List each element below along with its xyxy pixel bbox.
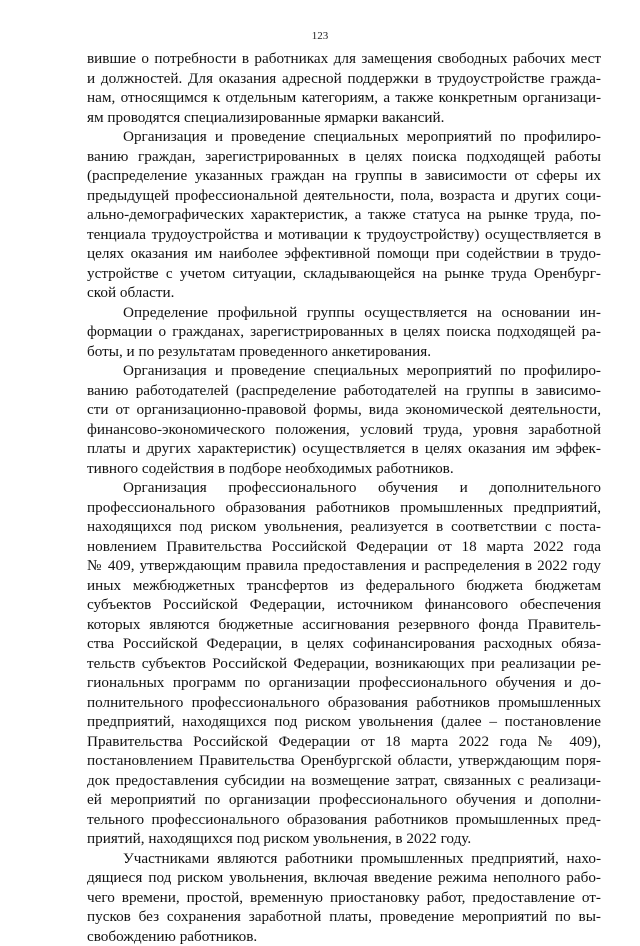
text-line: тельного профессионального образования работников промышленных пред- <box>87 810 601 830</box>
paragraph <box>87 127 601 303</box>
text-line: ально-демографических характеристик, а также статуса на рынке труда, по- <box>87 205 601 225</box>
paragraph <box>87 303 601 362</box>
text-line: Организация профессионального обучения и дополнительного <box>87 478 601 498</box>
text-line: пусков без сохранения заработной платы, проведение мероприятий по вы- <box>87 907 601 927</box>
text-line: постановлением Правительства Оренбургской области, утверждающим поря- <box>87 751 601 771</box>
paragraph <box>87 361 601 478</box>
text-line: вившие о потребности в работниках для замещения свободных рабочих мест <box>87 49 601 69</box>
text-line: иных межбюджетных трансфертов из федерального бюджета бюджетам <box>87 576 601 596</box>
text-line: Определение профильной группы осуществляется на основании ин- <box>87 303 601 323</box>
text-line: сти от организационно-правовой формы, вида экономической деятельности, <box>87 400 601 420</box>
text-line: тельств субъектов Российской Федерации, возникающих при реализации ре- <box>87 654 601 674</box>
text-line: профессионального образования работников промышленных предприятий, <box>87 498 601 518</box>
text-line: ской области. <box>87 283 601 303</box>
text-line: дящиеся под риском увольнения, включая введение режима неполного рабо- <box>87 868 601 888</box>
text-line: находящихся под риском увольнения, реализуется в соответствии с поста- <box>87 517 601 537</box>
text-line: финансово-экономического положения, условий труда, уровня заработной <box>87 420 601 440</box>
text-line: устройстве с учетом ситуации, складывающейся на рынке труда Оренбург- <box>87 264 601 284</box>
text-line: Правительства Российской Федерации от 18 марта 2022 года № 409), <box>87 732 601 752</box>
text-line: и должностей. Для оказания адресной поддержки в трудоустройстве гражда- <box>87 69 601 89</box>
text-line: чего времени, простой, временную приостановку работ, предоставление от- <box>87 888 601 908</box>
text-line: свобождению работников. <box>87 927 601 946</box>
text-line: тивного содействия в подборе необходимых работников. <box>87 459 601 479</box>
page-number: 123 <box>0 30 640 42</box>
text-line: тенциала трудоустройства и мотивации к трудоустройству) осуществляется в <box>87 225 601 245</box>
paragraph <box>87 478 601 849</box>
text-line: полнительного профессионального образования работников промышленных <box>87 693 601 713</box>
text-line: нам, относящимся к отдельным категориям, а также конкретным организаци- <box>87 88 601 108</box>
document-body <box>87 0 601 946</box>
text-line: новлением Правительства Российской Федерации от 18 марта 2022 года <box>87 537 601 557</box>
text-line: платы и других характеристик) осуществляется в целях оказания им эффек- <box>87 439 601 459</box>
text-line: которых являются бюджетные ассигнования резервного фонда Правитель- <box>87 615 601 635</box>
text-line: (распределение указанных граждан на группы в зависимости от сферы их <box>87 166 601 186</box>
text-line: док предоставления субсидии на возмещение затрат, связанных с реализаци- <box>87 771 601 791</box>
text-line: ям проводятся специализированные ярмарки вакансий. <box>87 108 601 128</box>
text-line: целях оказания им наиболее эффективной помощи при содействии в трудо- <box>87 244 601 264</box>
text-line: гиональных программ по организации профессионального обучения и до- <box>87 673 601 693</box>
text-line: субъектов Российской Федерации, источником финансового обеспечения <box>87 595 601 615</box>
text-line: ванию работодателей (распределение работодателей на группы в зависимо- <box>87 381 601 401</box>
text-line: боты, и по результатам проведенного анкетирования. <box>87 342 601 362</box>
text-line: ей мероприятий по организации профессионального обучения и дополни- <box>87 790 601 810</box>
paragraph <box>87 849 601 946</box>
text-line: Организация и проведение специальных мероприятий по профилиро- <box>87 361 601 381</box>
text-line: формации о гражданах, зарегистрированных в целях поиска подходящей ра- <box>87 322 601 342</box>
text-line: Участниками являются работники промышленных предприятий, нахо- <box>87 849 601 869</box>
text-line: ства Российской Федерации, в целях софинансирования расходных обяза- <box>87 634 601 654</box>
text-line: № 409, утверждающим правила предоставления и распределения в 2022 году <box>87 556 601 576</box>
text-line: ванию граждан, зарегистрированных в целях поиска подходящей работы <box>87 147 601 167</box>
text-line: приятий, находящихся под риском увольнения, в 2022 году. <box>87 829 601 849</box>
text-line: предприятий, находящихся под риском увольнения (далее – постановление <box>87 712 601 732</box>
paragraph <box>87 49 601 127</box>
text-line: предыдущей профессиональной деятельности, пола, возраста и других соци- <box>87 186 601 206</box>
text-line: Организация и проведение специальных мероприятий по профилиро- <box>87 127 601 147</box>
